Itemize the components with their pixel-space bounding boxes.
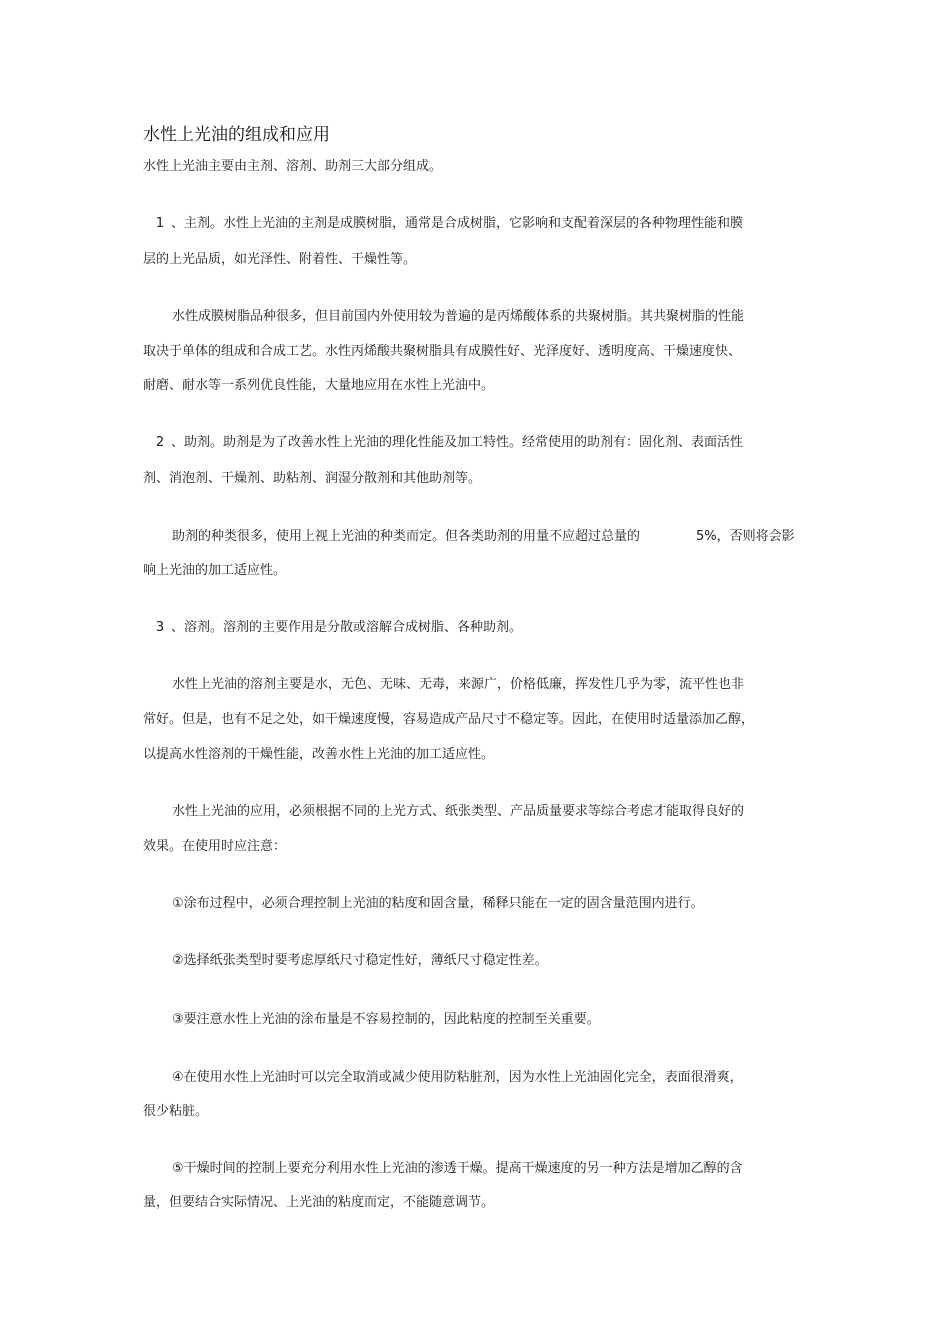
paragraph-2-line-1: 水性成膜树脂品种很多，但目前国内外使用较为普遍的是丙烯酸体系的共聚树脂。其共聚树脂的性能 [172,309,745,324]
paragraph-2-line-3: 耐磨、耐水等一系列优良性能，大量地应用在水性上光油中。 [143,378,495,393]
paragraph-4-line-2: 常好。但是，也有不足之处，如干燥速度慢，容易造成产品尺寸不稳定等。因此，在使用时适量添加乙醇， [143,712,755,727]
section-3-number: 3 [155,620,165,635]
note-3: ③要注意水性上光油的涂布量是不容易控制的，因此粘度的控制至关重要。 [172,1012,600,1027]
paragraph-2-line-2: 取决于单体的组成和合成工艺。水性丙烯酸共聚树脂具有成膜性好、光泽度好、透明度高、干燥速度快、 [143,344,742,359]
paragraph-3-text-a: 助剂的种类很多，使用上视上光油的种类而定。但各类助剂的用量不应超过总量的 [172,529,641,544]
note-4-line-1: ④在使用水性上光油时可以完全取消或减少使用防粘脏剂，因为水性上光油固化完全，表面很滑爽， [172,1070,743,1085]
paragraph-4-line-1: 水性上光油的溶剂主要是水，无色、无味、无毒，来源广，价格低廉，挥发性几乎为零，流平性也非 [172,677,745,692]
section-3-text: 、溶剂。溶剂的主要作用是分散或溶解合成树脂、各种助剂。 [171,620,523,635]
paragraph-3-line-1 [172,528,795,546]
section-2-text: 、助剂。助剂是为了改善水性上光油的理化性能及加工特性。经常使用的助剂有：固化剂、表面活性 [171,435,744,450]
paragraph-4-line-3: 以提高水性溶剂的干燥性能，改善水性上光油的加工适应性。 [143,747,495,762]
section-1-number: 1 [155,216,165,231]
section-1-text: 、主剂。水性上光油的主剂是成膜树脂，通常是合成树脂，它影响和支配着深层的各种物理性能和膜 [171,216,744,231]
paragraph-5-line-2: 效果。在使用时应注意： [143,839,287,854]
note-4-line-2: 很少粘脏。 [143,1104,209,1119]
section-1-line [149,215,743,233]
note-1: ①涂布过程中，必须合理控制上光油的粘度和固含量，稀释只能在一定的固含量范围内进行。 [172,896,704,911]
paragraph-5-line-1: 水性上光油的应用，必须根据不同的上光方式、纸张类型、产品质量要求等综合考虑才能取得良好的 [172,804,745,819]
note-5-line-1: ⑤干燥时间的控制上要充分利用水性上光油的渗透干燥。提高干燥速度的另一种方法是增加乙醇的含 [172,1161,743,1176]
note-5-line-2: 量，但要结合实际情况、上光油的粘度而定，不能随意调节。 [143,1195,495,1210]
section-1-line-2: 层的上光品质，如光泽性、附着性、干燥性等。 [143,252,417,267]
note-2: ②选择纸张类型时要考虑厚纸尺寸稳定性好，薄纸尺寸稳定性差。 [172,953,548,968]
paragraph-3-text-b: 5%，否则将会影 [696,529,795,544]
section-2-number: 2 [155,435,165,450]
paragraph-3-line-2: 响上光油的加工适应性。 [143,563,287,578]
intro-text: 水性上光油主要由主剂、溶剂、助剂三大部分组成。 [143,159,443,174]
document-title: 水性上光油的组成和应用 [143,125,330,145]
section-2-line [149,434,743,452]
section-2-line-2: 剂、消泡剂、干燥剂、助粘剂、润湿分散剂和其他助剂等。 [143,471,482,486]
section-3-line [149,619,522,637]
